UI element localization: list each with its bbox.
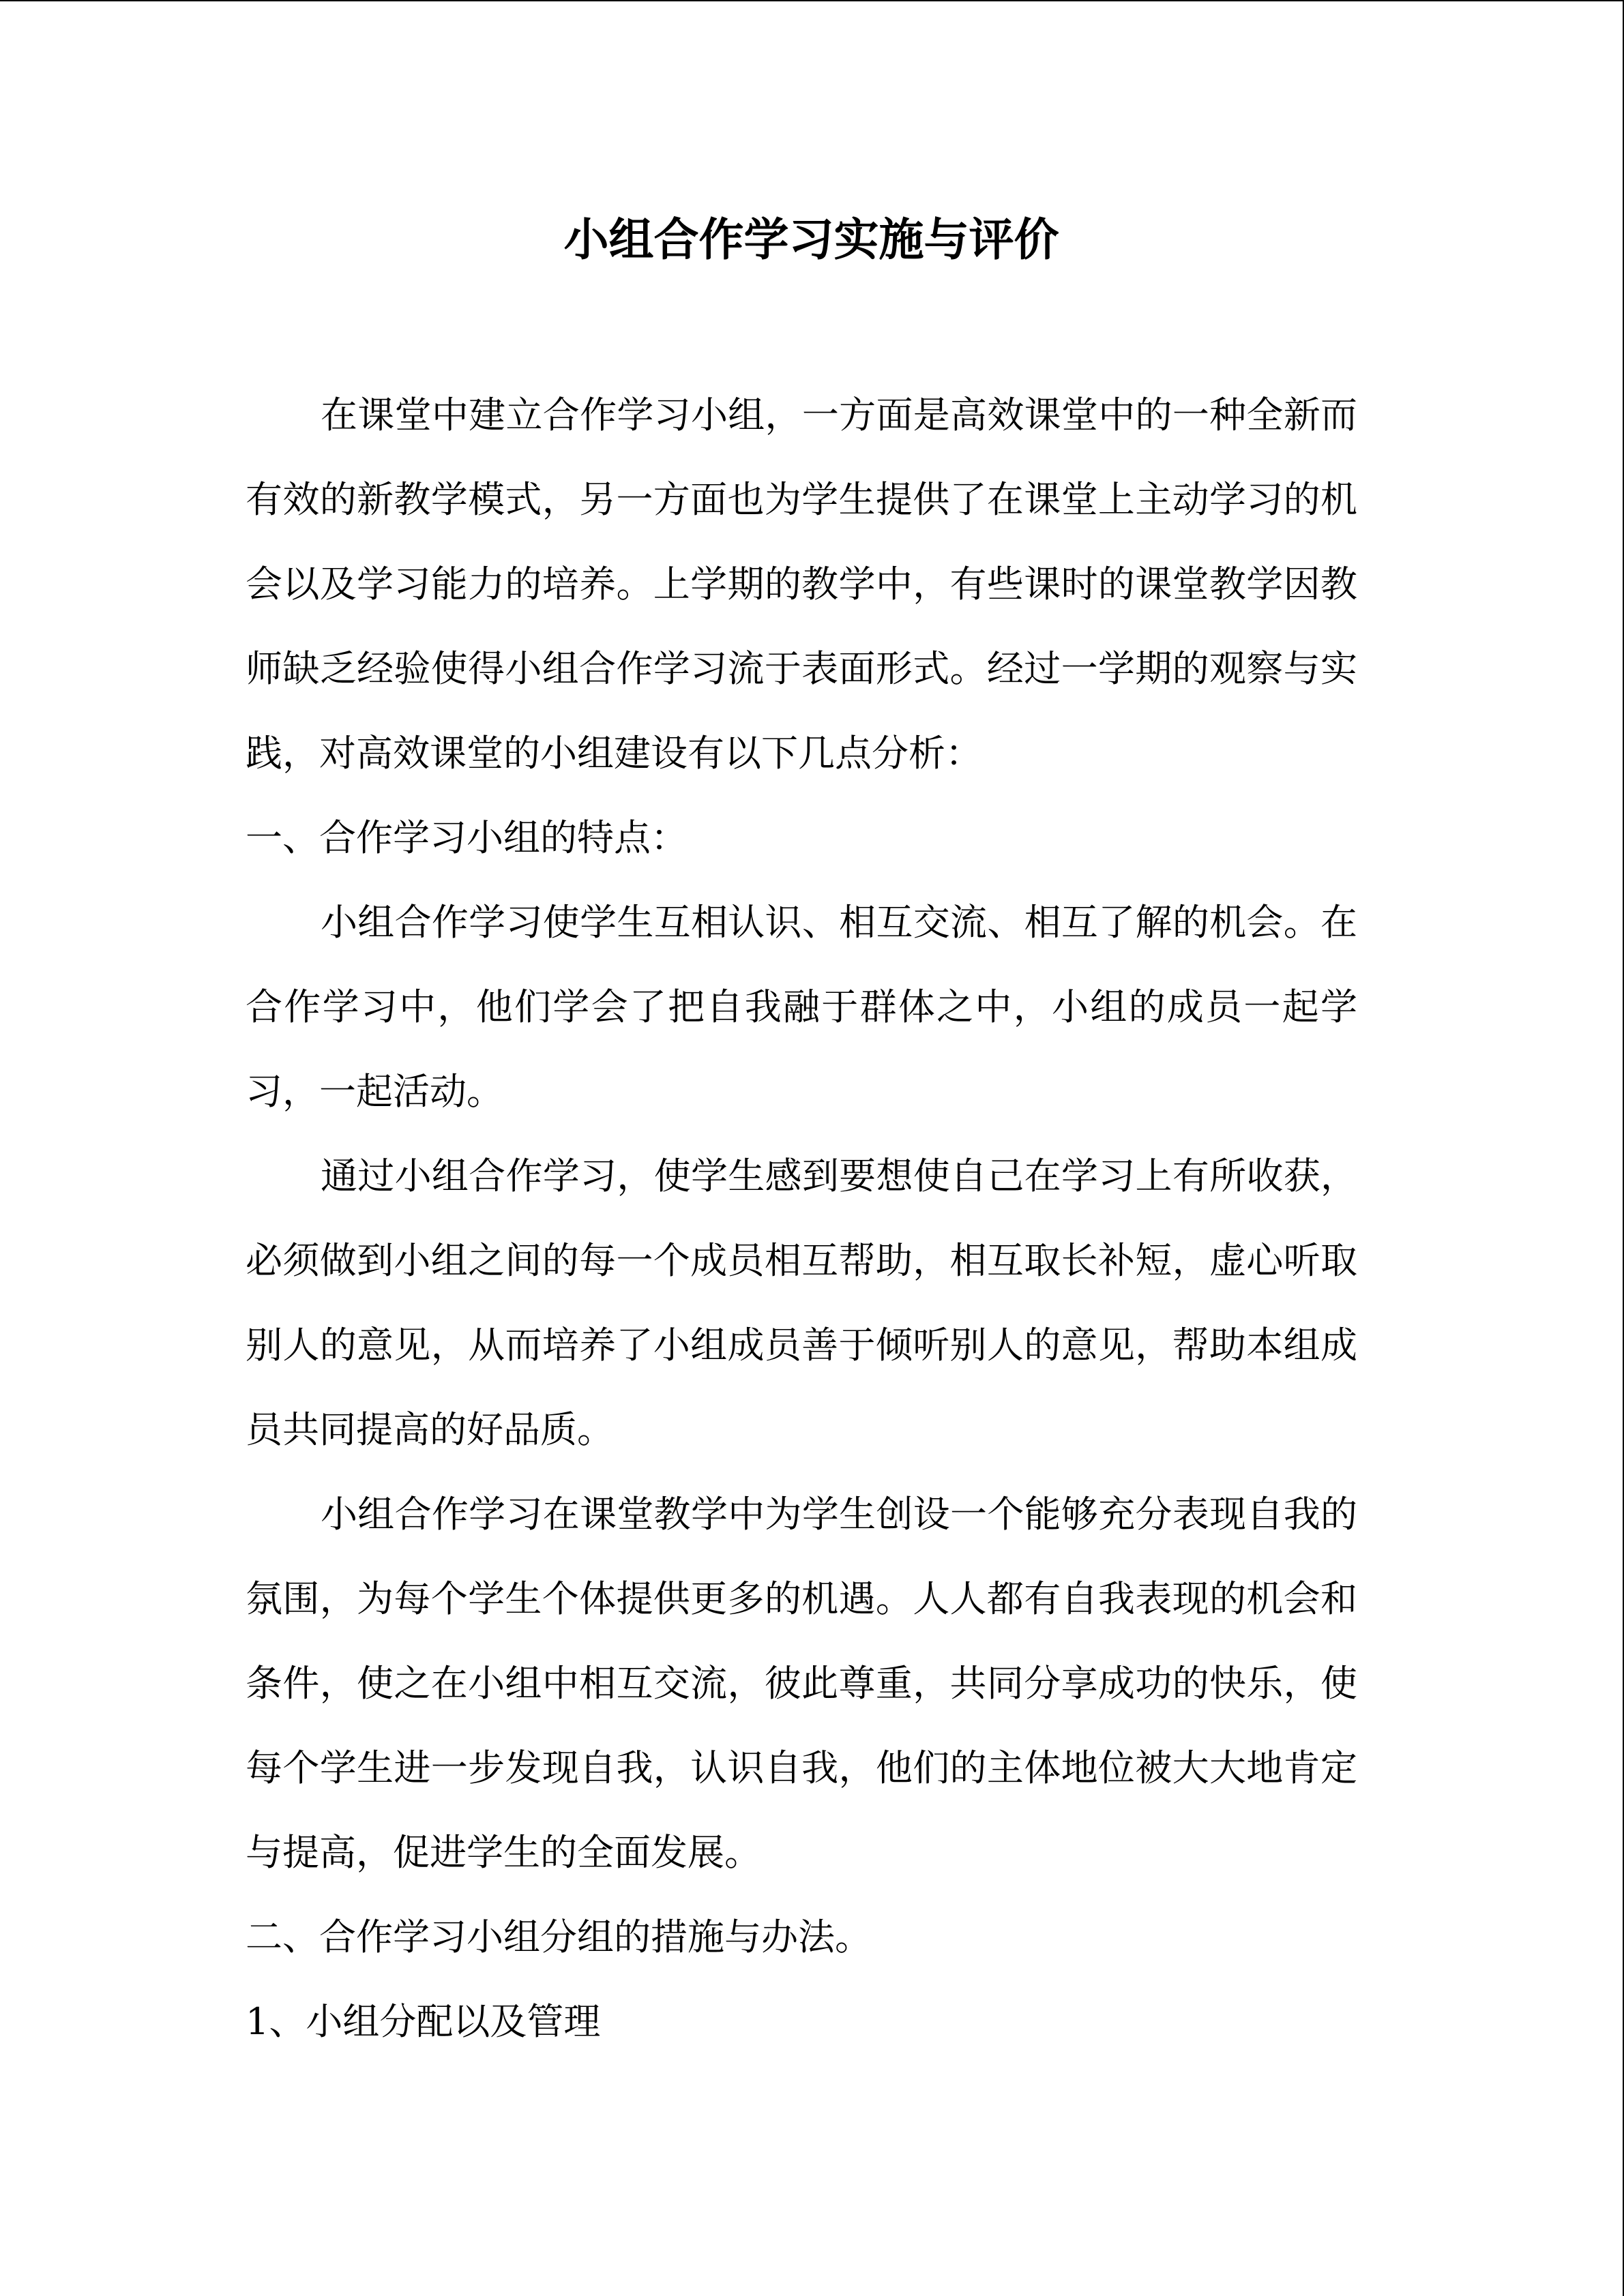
subsection-heading-1: 1、小组分配以及管理 — [246, 2000, 601, 2043]
document-title: 小组合作学习实施与评价 — [563, 213, 1059, 266]
document-body — [246, 373, 1357, 2064]
section-heading-2: 二、合作学习小组分组的措施与办法。 — [246, 1915, 872, 1958]
paragraph-intro: 在课堂中建立合作学习小组，一方面是高效课堂中的一种全新而有效的新教学模式，另一方面也为学生提供了在课堂上主动学习的机会以及学习能力的培养。上学期的教学中，有些课时的课堂教学因教师缺乏经验使得小组合作学习流于表面形式。经过一学期的观察与实践，对高效课堂的小组建设有以下几点分析： — [246, 393, 1357, 775]
paragraph-features-3: 小组合作学习在课堂教学中为学生创设一个能够充分表现自我的氛围，为每个学生个体提供更多的机遇。人人都有自我表现的机会和条件，使之在小组中相互交流，彼此尊重，共同分享成功的快乐，使每个学生进一步发现自我，认识自我，他们的主体地位被大大地肯定与提高，促进学生的全面发展。 — [246, 1493, 1357, 1874]
section-heading-1: 一、合作学习小组的特点： — [246, 816, 688, 859]
paragraph-features-2: 通过小组合作学习，使学生感到要想使自己在学习上有所收获，必须做到小组之间的每一个成员相互帮助，相互取长补短，虚心听取别人的意见，从而培养了小组成员善于倾听别人的意见，帮助本组成员共同提高的好品质。 — [246, 1154, 1357, 1451]
paragraph-features-1: 小组合作学习使学生互相认识、相互交流、相互了解的机会。在合作学习中，他们学会了把自我融于群体之中，小组的成员一起学习，一起活动。 — [246, 901, 1357, 1113]
